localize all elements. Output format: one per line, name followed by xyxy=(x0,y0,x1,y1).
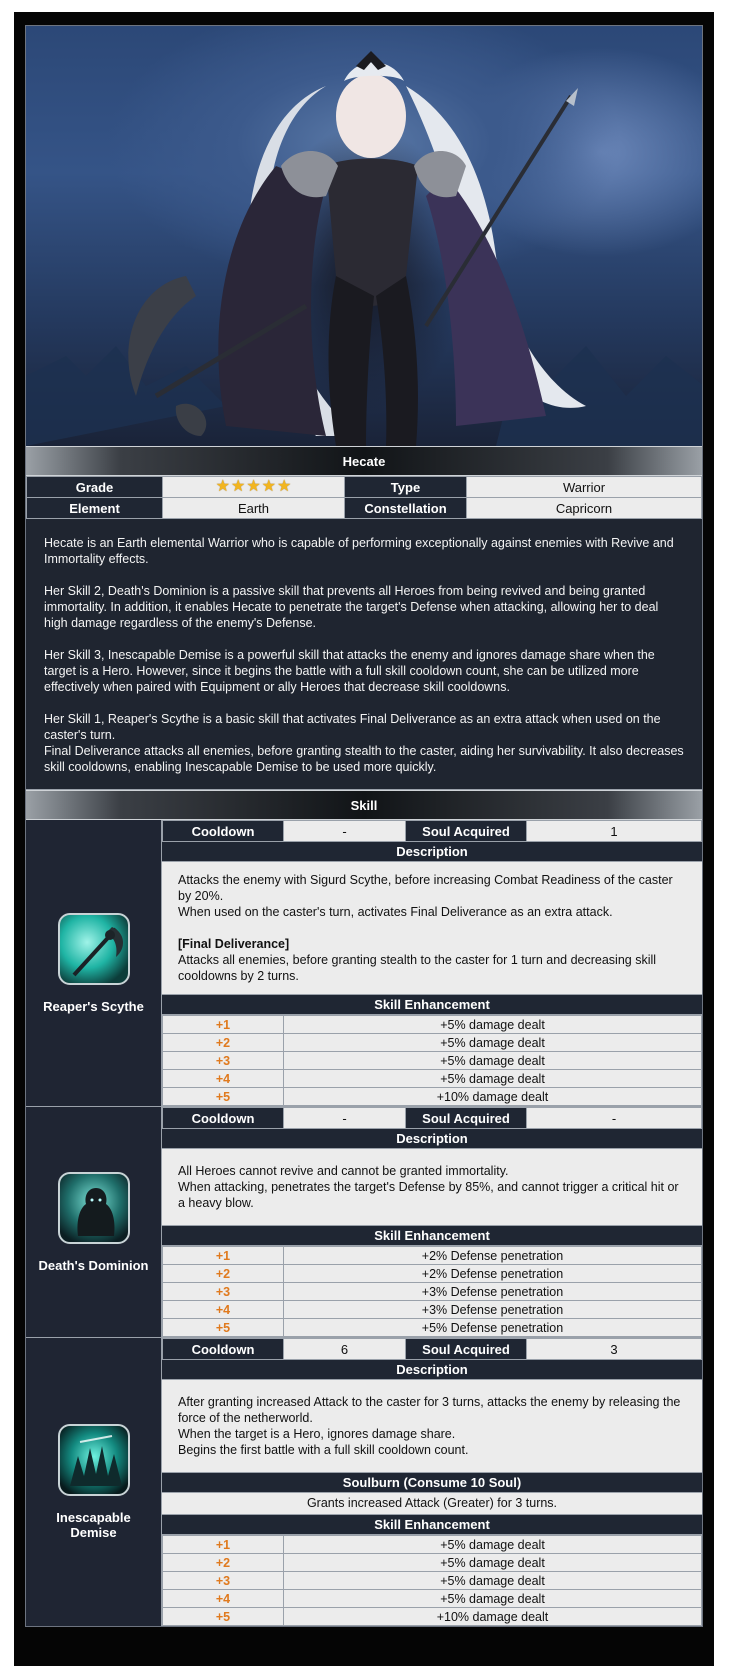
skill-meta-table xyxy=(162,820,702,842)
enhancement-level: +2 xyxy=(163,1034,284,1052)
enhancement-effect: +10% damage dealt xyxy=(284,1088,702,1106)
enhancement-level: +3 xyxy=(163,1572,284,1590)
description-line: Begins the first battle with a full skill cooldown count. xyxy=(178,1443,469,1457)
enhancement-level: +5 xyxy=(163,1088,284,1106)
skill-identity xyxy=(26,820,162,1106)
skill-identity xyxy=(26,1107,162,1337)
soul-acquired-label: Soul Acquired xyxy=(406,821,527,842)
enhancement-effect: +2% Defense penetration xyxy=(284,1265,702,1283)
skill-description xyxy=(162,1380,702,1473)
description-paragraph: Hecate is an Earth elemental Warrior who is capable of performing exceptionally against enemies with Revive and Immortality effects. xyxy=(44,536,674,566)
page-frame xyxy=(14,12,714,1666)
enhancement-table xyxy=(162,1246,702,1337)
enhancement-effect: +5% damage dealt xyxy=(284,1034,702,1052)
skill-name: Death's Dominion xyxy=(38,1257,149,1273)
enhancement-header: Skill Enhancement xyxy=(162,995,702,1015)
enhancement-effect: +5% damage dealt xyxy=(284,1016,702,1034)
description-line: All Heroes cannot revive and cannot be granted immortality. xyxy=(178,1164,509,1178)
skill-description xyxy=(162,1149,702,1226)
enhancement-effect: +5% damage dealt xyxy=(284,1572,702,1590)
enhancement-level: +1 xyxy=(163,1536,284,1554)
hero-artwork xyxy=(26,26,702,446)
enhancement-level: +3 xyxy=(163,1052,284,1070)
soul-acquired-value: - xyxy=(527,1108,702,1129)
enhancement-level: +4 xyxy=(163,1070,284,1088)
enhancement-level: +3 xyxy=(163,1283,284,1301)
description-line: After granting increased Attack to the caster for 3 turns, attacks the enemy by releasing the force of the netherworld. xyxy=(178,1395,681,1425)
grade-stars xyxy=(216,479,292,495)
grade-value xyxy=(163,477,345,498)
enhancement-header: Skill Enhancement xyxy=(162,1226,702,1246)
star-icon: ★ xyxy=(230,478,246,496)
enhancement-effect: +5% Defense penetration xyxy=(284,1319,702,1337)
enhancement-table xyxy=(162,1015,702,1106)
soulburn-header: Soulburn (Consume 10 Soul) xyxy=(162,1473,702,1493)
grade-label: Grade xyxy=(27,477,163,498)
enhancement-header: Skill Enhancement xyxy=(162,1515,702,1535)
description-header: Description xyxy=(162,1360,702,1380)
skill-section-bar: Skill xyxy=(26,790,702,820)
description-paragraph: Her Skill 2, Death's Dominion is a passive skill that prevents all Heroes from being revived and being granted immortality. In addition, it enables Hecate to penetrate the target's Defense when attacking, allowing her to deal high damage regardless of the enemy's Defense. xyxy=(44,584,659,630)
description-paragraph: Her Skill 1, Reaper's Scythe is a basic skill that activates Final Deliverance as an extra attack when used on the caster's turn. xyxy=(44,712,661,742)
enhancement-effect: +5% damage dealt xyxy=(284,1536,702,1554)
soulburn-effect: Grants increased Attack (Greater) for 3 turns. xyxy=(162,1493,702,1515)
description-line: When the target is a Hero, ignores damage share. xyxy=(178,1427,456,1441)
constellation-label: Constellation xyxy=(345,498,467,519)
hero-card xyxy=(25,25,703,1627)
enhancement-effect: +10% damage dealt xyxy=(284,1608,702,1626)
skill-deaths-dominion xyxy=(26,1107,702,1338)
scythe-skill-icon xyxy=(58,913,130,985)
enhancement-effect: +5% damage dealt xyxy=(284,1052,702,1070)
soul-acquired-value: 1 xyxy=(527,821,702,842)
enhancement-level: +2 xyxy=(163,1265,284,1283)
description-paragraph: Final Deliverance attacks all enemies, before granting stealth to the caster, aiding her survivability. It also decreases skill cooldowns, enabling Inescapable Demise to be used more quickly. xyxy=(44,744,684,774)
sub-skill-description: Attacks all enemies, before granting stealth to the caster for 1 turn and decreasing skill cooldowns by 2 turns. xyxy=(178,953,657,983)
description-line: When used on the caster's turn, activates Final Deliverance as an extra attack. xyxy=(178,905,613,919)
skill-meta-table xyxy=(162,1338,702,1360)
enhancement-level: +1 xyxy=(163,1016,284,1034)
enhancement-effect: +5% damage dealt xyxy=(284,1590,702,1608)
enhancement-effect: +2% Defense penetration xyxy=(284,1247,702,1265)
enhancement-effect: +5% damage dealt xyxy=(284,1554,702,1572)
enhancement-effect: +3% Defense penetration xyxy=(284,1283,702,1301)
enhancement-level: +2 xyxy=(163,1554,284,1572)
hero-name-bar: Hecate xyxy=(26,446,702,476)
enhancement-level: +5 xyxy=(163,1608,284,1626)
type-label: Type xyxy=(345,477,467,498)
skill-name: Reaper's Scythe xyxy=(43,998,144,1014)
cooldown-label: Cooldown xyxy=(163,1108,284,1129)
skill-details xyxy=(162,1107,702,1337)
skill-name: Inescapable Demise xyxy=(56,1510,131,1540)
description-paragraph: Her Skill 3, Inescapable Demise is a powerful skill that attacks the enemy and ignores damage share when the target is a Hero. However, since it begins the battle with a full skill cooldown count, she can be utilized more effectively when paired with Equipment or ally Heroes that decrease skill cooldowns. xyxy=(44,648,655,694)
skill-inescapable-demise xyxy=(26,1338,702,1626)
cooldown-value: - xyxy=(284,1108,406,1129)
hero-description xyxy=(26,519,702,790)
skill-identity xyxy=(26,1338,162,1626)
skill-reapers-scythe xyxy=(26,820,702,1107)
soul-acquired-label: Soul Acquired xyxy=(406,1108,527,1129)
dark-figure-skill-icon xyxy=(58,1172,130,1244)
element-label: Element xyxy=(27,498,163,519)
enhancement-effect: +5% damage dealt xyxy=(284,1070,702,1088)
star-icon: ★ xyxy=(246,478,261,496)
skill-description xyxy=(162,862,702,995)
description-line: When attacking, penetrates the target's Defense by 85%, and cannot trigger a critical hit or a heavy blow. xyxy=(178,1180,679,1210)
constellation-value: Capricorn xyxy=(467,498,702,519)
enhancement-level: +4 xyxy=(163,1301,284,1319)
soul-acquired-value: 3 xyxy=(527,1339,702,1360)
netherworld-skill-icon xyxy=(58,1424,130,1496)
description-line: Attacks the enemy with Sigurd Scythe, before increasing Combat Readiness of the caster by 20%. xyxy=(178,873,673,903)
enhancement-level: +5 xyxy=(163,1319,284,1337)
enhancement-level: +1 xyxy=(163,1247,284,1265)
description-header: Description xyxy=(162,1129,702,1149)
cooldown-label: Cooldown xyxy=(163,1339,284,1360)
star-icon: ★ xyxy=(215,478,230,496)
enhancement-table xyxy=(162,1535,702,1626)
star-icon: ★ xyxy=(261,478,277,496)
cooldown-label: Cooldown xyxy=(163,821,284,842)
skill-details xyxy=(162,820,702,1106)
sub-skill-title: [Final Deliverance] xyxy=(178,937,290,951)
element-value: Earth xyxy=(163,498,345,519)
hero-info-table xyxy=(26,476,702,519)
type-value: Warrior xyxy=(467,477,702,498)
skill-details xyxy=(162,1338,702,1626)
cooldown-value: - xyxy=(284,821,406,842)
soul-acquired-label: Soul Acquired xyxy=(406,1339,527,1360)
enhancement-effect: +3% Defense penetration xyxy=(284,1301,702,1319)
cooldown-value: 6 xyxy=(284,1339,406,1360)
hero-illustration xyxy=(26,26,702,446)
skill-meta-table xyxy=(162,1107,702,1129)
enhancement-level: +4 xyxy=(163,1590,284,1608)
description-header: Description xyxy=(162,842,702,862)
star-icon: ★ xyxy=(277,478,292,496)
